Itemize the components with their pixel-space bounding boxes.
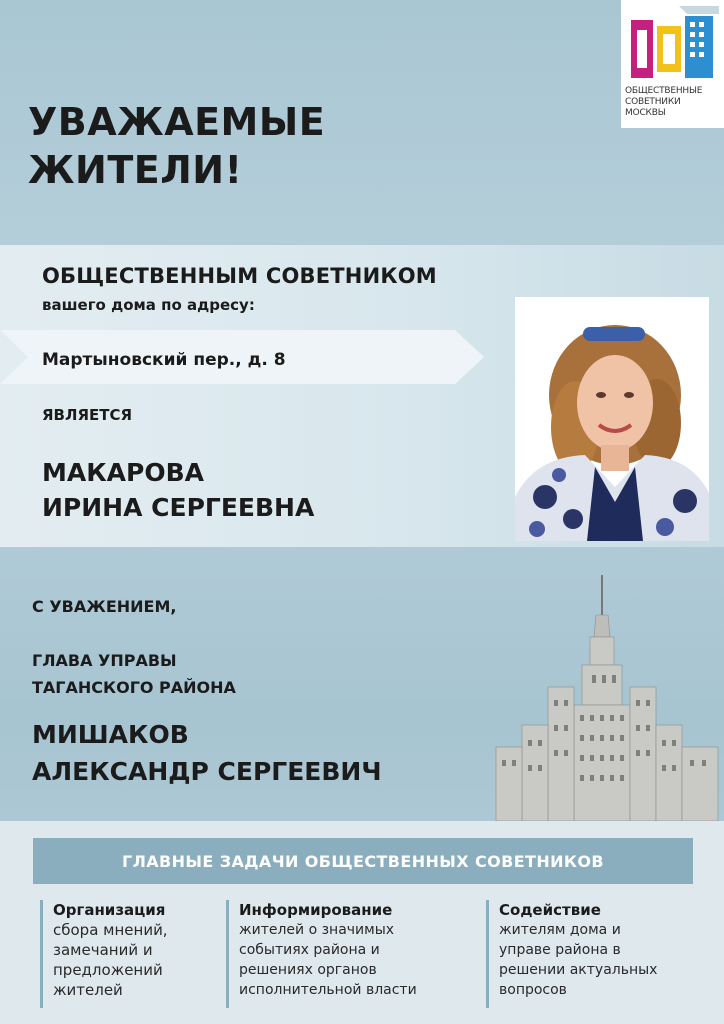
task-item bbox=[40, 900, 228, 1008]
logo-mark-icon bbox=[627, 6, 719, 84]
task-heading: Организация bbox=[53, 901, 166, 919]
regards-text: С УВАЖЕНИЕМ, bbox=[32, 597, 177, 616]
task-heading: Информирование bbox=[239, 901, 393, 919]
is-label: ЯВЛЯЕТСЯ bbox=[42, 406, 133, 424]
task-description: жителям дома и управе района в решении актуальных вопросов bbox=[499, 922, 658, 998]
task-item bbox=[226, 900, 489, 1008]
advisor-name: МАКАРОВА ИРИНА СЕРГЕЕВНА bbox=[42, 458, 315, 522]
tasks-banner bbox=[33, 838, 693, 884]
panel-title: ОБЩЕСТВЕННЫМ СОВЕТНИКОМ bbox=[42, 264, 437, 288]
kotelnicheskaya-building-illustration bbox=[492, 575, 724, 821]
head-name: МИШАКОВ АЛЕКСАНДР СЕРГЕЕВИЧ bbox=[32, 720, 382, 786]
task-heading: Содействие bbox=[499, 901, 601, 919]
page-headline: УВАЖАЕМЫЕ ЖИТЕЛИ! bbox=[28, 100, 326, 192]
address-text: Мартыновский пер., д. 8 bbox=[42, 350, 286, 370]
task-description: сбора мнений, замечаний и предложений жителей bbox=[53, 921, 168, 999]
advisor-photo bbox=[515, 297, 709, 541]
portrait-illustration bbox=[515, 297, 709, 541]
logo bbox=[621, 0, 724, 128]
task-item bbox=[486, 900, 724, 1008]
task-description: жителей о значимых событиях района и решениях органов исполнительной власти bbox=[239, 922, 417, 998]
panel-subtitle: вашего дома по адресу: bbox=[42, 296, 255, 314]
tasks-title: ГЛАВНЫЕ ЗАДАЧИ ОБЩЕСТВЕННЫХ СОВЕТНИКОВ bbox=[121, 851, 605, 871]
logo-text: ОБЩЕСТВЕННЫЕ СОВЕТНИКИ МОСКВЫ bbox=[625, 86, 703, 118]
head-position: ГЛАВА УПРАВЫ ТАГАНСКОГО РАЙОНА bbox=[32, 651, 236, 697]
